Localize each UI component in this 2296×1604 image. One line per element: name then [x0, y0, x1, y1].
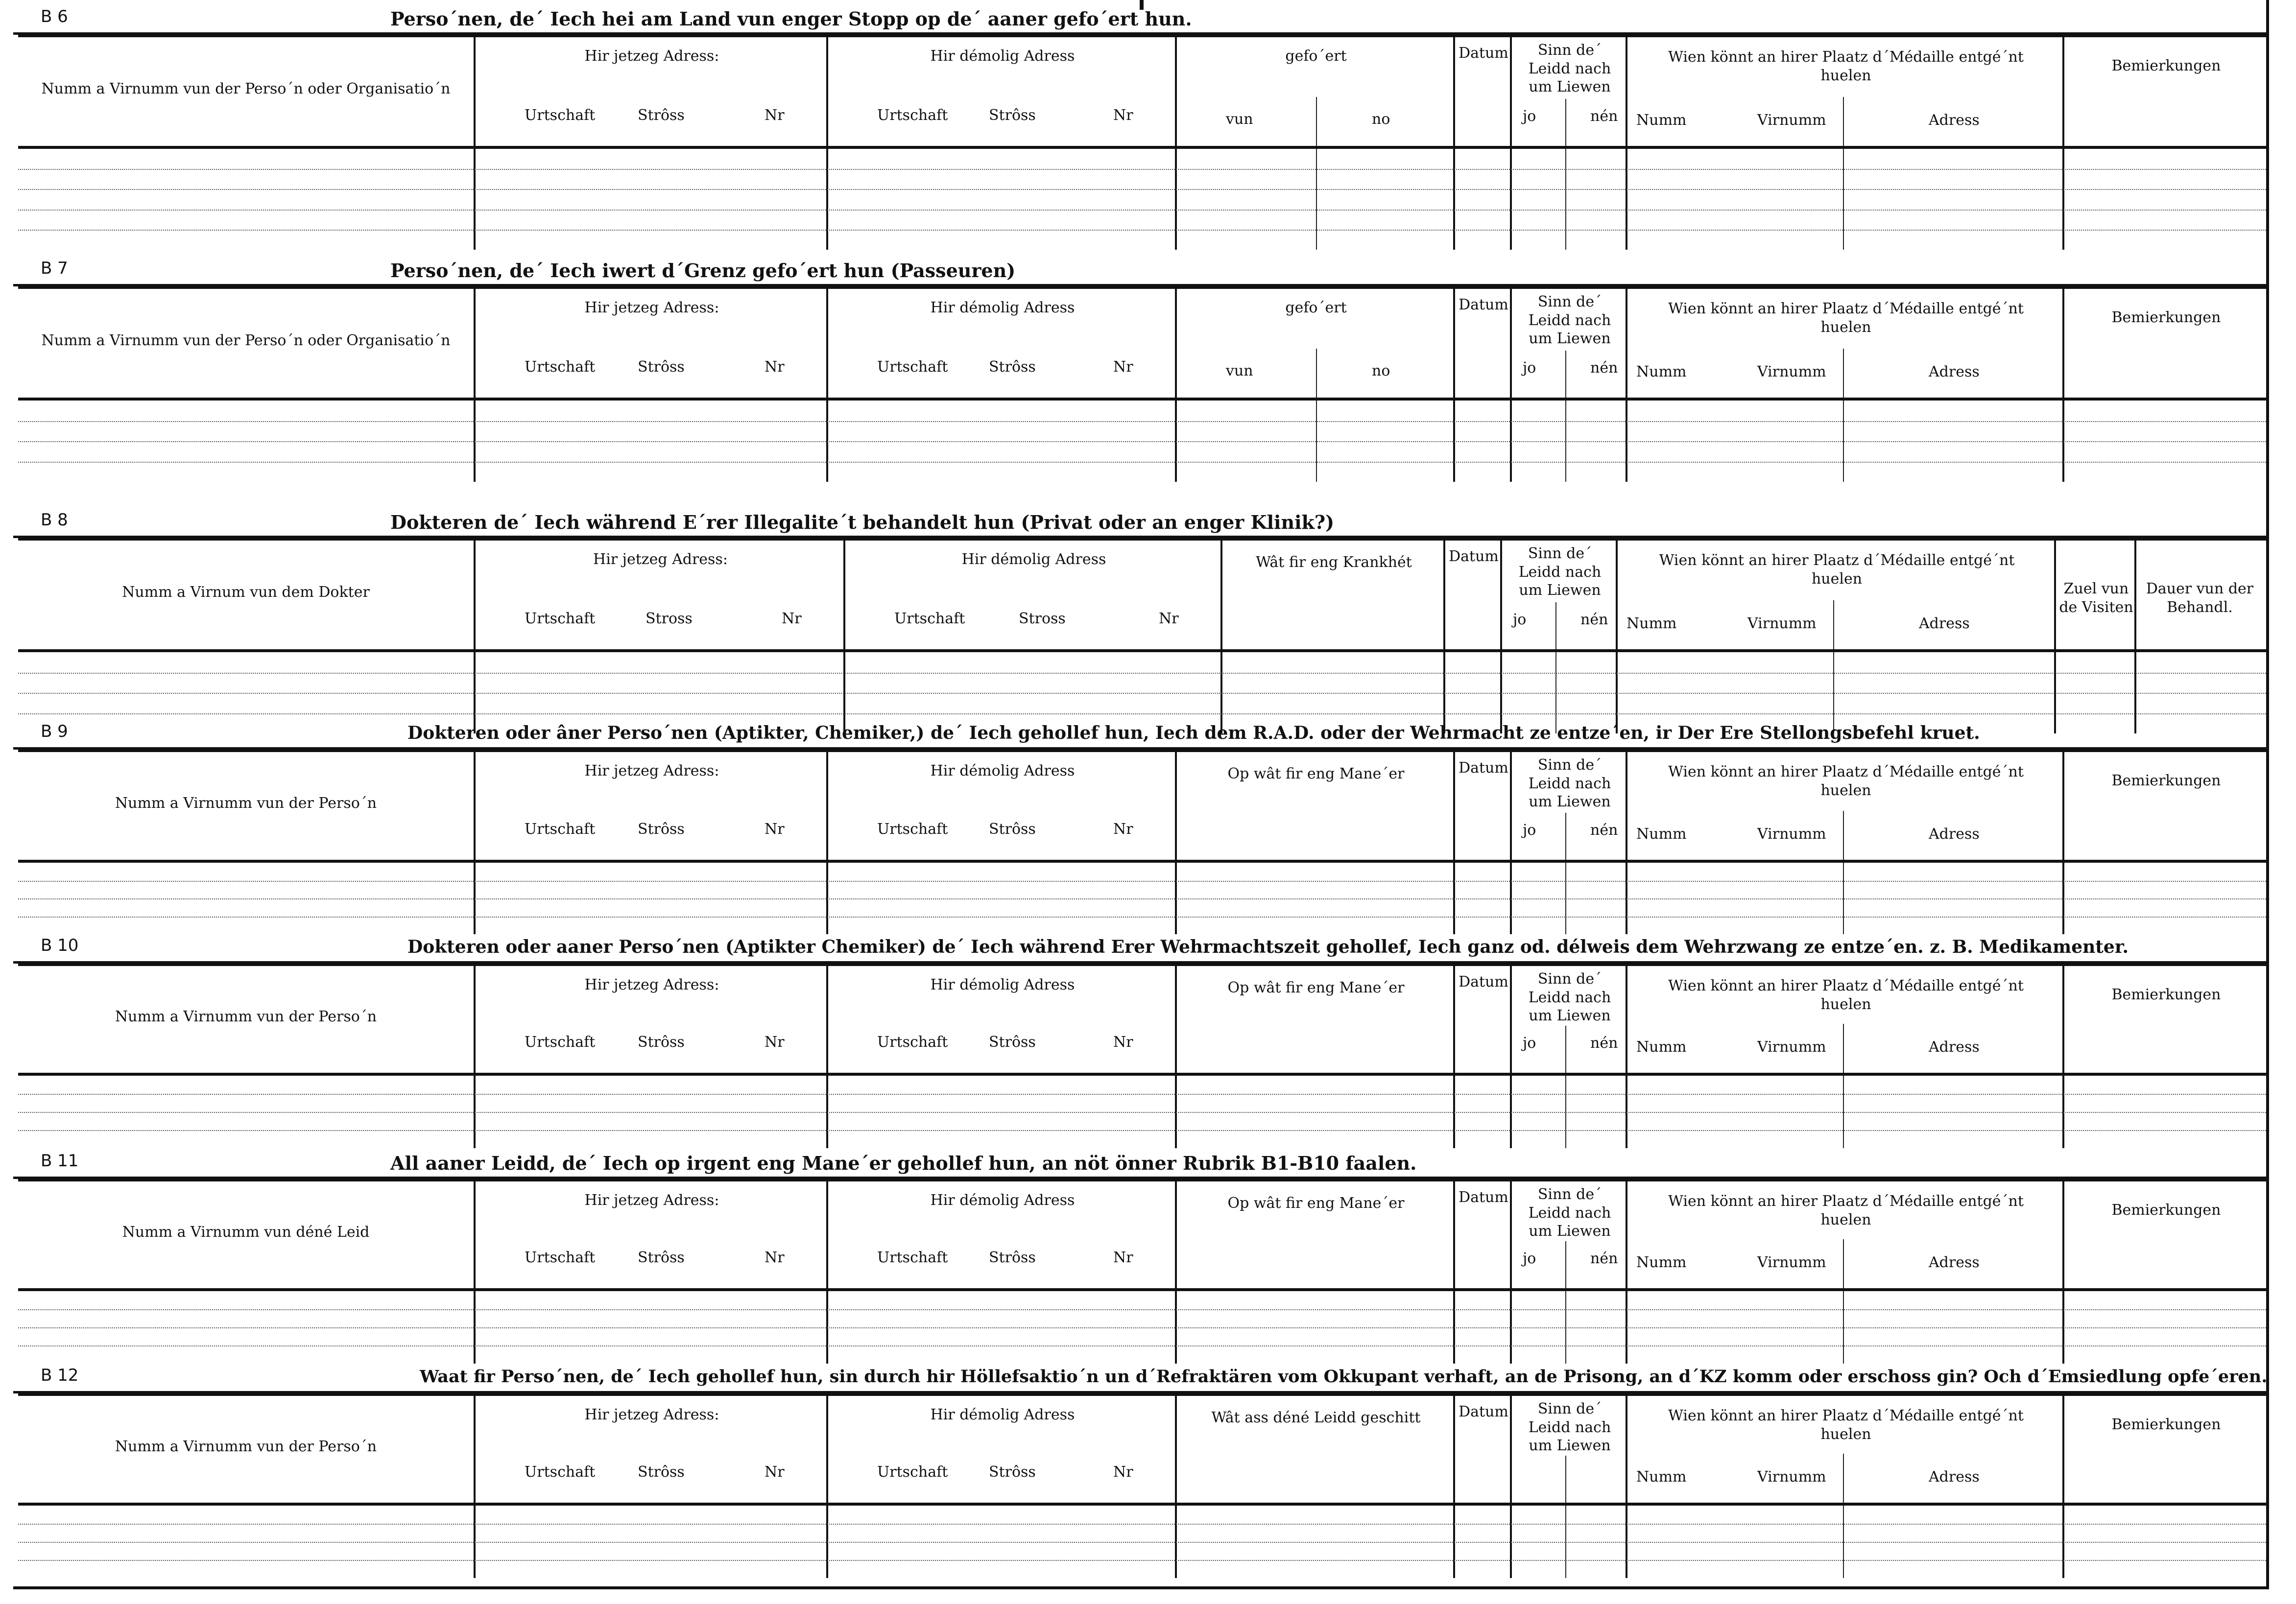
header-column	[1453, 1181, 1512, 1288]
header-column	[474, 289, 828, 398]
section-header	[13, 508, 2266, 538]
name-column-label: Numm a Virnumm vun déné Leid	[122, 1224, 370, 1241]
former-address-label: Hir démolig Adress	[930, 976, 1075, 993]
column-divider	[1565, 1456, 1566, 1503]
header-column	[1453, 752, 1512, 860]
entry-line	[18, 1130, 2266, 1131]
treatment-duration-label: Dauer vun der Behandl.	[2146, 580, 2254, 616]
number-label: Nr	[1113, 1463, 1133, 1481]
to-label: no	[1372, 111, 1390, 128]
yes-label: jo	[1523, 1035, 1536, 1052]
date-label: Datum	[1459, 45, 1508, 62]
no-label: nén	[1590, 108, 1618, 125]
remarks-label: Bemierkungen	[2111, 309, 2221, 326]
section-b7	[13, 257, 2266, 482]
header-column	[18, 37, 474, 146]
header-column	[474, 37, 828, 146]
former-address-label: Hir démolig Adress	[930, 299, 1075, 316]
address-label: Adress	[1929, 363, 1980, 380]
header-column	[826, 752, 1177, 860]
header-column	[474, 966, 828, 1073]
name-column-label: Numm a Virnum vun dem Dokter	[122, 584, 370, 601]
entry-line	[18, 713, 2266, 714]
section-table	[18, 1393, 2266, 1578]
table-header	[18, 1181, 2266, 1291]
number-label: Nr	[1113, 821, 1133, 838]
visits-label: Zuel vun de Visiten	[2059, 580, 2133, 616]
address-label: Adress	[1929, 1468, 1980, 1486]
table-body	[18, 1506, 2266, 1578]
street-label: Strôss	[638, 358, 685, 376]
header-column	[1510, 37, 1627, 146]
medal-recipient-label: Wien könnt an hirer Plaatz d´Médaille entgé´nt huelen	[1659, 552, 2015, 588]
remarks-label: Bemierkungen	[2111, 57, 2221, 74]
table-header	[18, 541, 2266, 652]
number-label: Nr	[1113, 107, 1133, 124]
from-label: vun	[1226, 362, 1253, 379]
entry-line	[18, 210, 2266, 211]
town-label: Urtschaft	[877, 1034, 948, 1051]
column-divider	[1565, 99, 1566, 146]
column-divider	[1843, 1024, 1844, 1073]
header-column	[474, 752, 828, 860]
street-label: Strôss	[638, 821, 685, 838]
no-label: nén	[1590, 359, 1618, 377]
surname-label: Numm	[1636, 1468, 1687, 1486]
column-divider	[1316, 349, 1317, 398]
section-b6	[13, 5, 2266, 250]
street-label: Strôss	[638, 107, 685, 124]
remarks-label: Bemierkungen	[2111, 986, 2221, 1003]
column-divider	[1565, 1241, 1566, 1288]
yes-label: jo	[1523, 1250, 1536, 1267]
former-address-label: Hir démolig Adress	[930, 1192, 1075, 1209]
body-column	[826, 149, 1177, 250]
section-table	[18, 538, 2266, 733]
table-header	[18, 966, 2266, 1076]
body-column	[1453, 149, 1512, 250]
street-label: Strôss	[989, 821, 1036, 838]
middle-column-label: Wât fir eng Krankhét	[1256, 554, 1412, 571]
current-address-label: Hir jetzeg Adress:	[584, 1406, 719, 1423]
town-label: Urtschaft	[525, 610, 596, 627]
alive-label: Sinn de´ Leidd nach um Liewen	[1528, 1186, 1611, 1240]
number-label: Nr	[765, 1034, 785, 1051]
section-title: Perso´nen, de´ Iech iwert d´Grenz gefo´ert hun (Passeuren)	[390, 259, 1016, 282]
entry-line	[18, 693, 2266, 694]
number-label: Nr	[765, 1249, 785, 1266]
surname-label: Numm	[1626, 615, 1677, 632]
entry-line	[18, 881, 2266, 882]
column-divider	[1843, 97, 1844, 146]
entry-line	[18, 230, 2266, 231]
medal-recipient-label: Wien könnt an hirer Plaatz d´Médaille entgé´nt huelen	[1668, 48, 2024, 84]
date-label: Datum	[1459, 1189, 1508, 1206]
town-label: Urtschaft	[877, 1463, 948, 1481]
number-label: Nr	[765, 358, 785, 376]
medal-recipient-label: Wien könnt an hirer Plaatz d´Médaille entgé´nt huelen	[1668, 300, 2024, 336]
header-column	[18, 1396, 474, 1503]
number-label: Nr	[1113, 358, 1133, 376]
header-column	[1453, 966, 1512, 1073]
section-table	[18, 1179, 2266, 1364]
remarks-label: Bemierkungen	[2111, 772, 2221, 789]
header-column	[1626, 966, 2064, 1073]
alive-label: Sinn de´ Leidd nach um Liewen	[1518, 545, 1602, 599]
header-column	[826, 37, 1177, 146]
street-label: Strôss	[989, 1463, 1036, 1481]
firstname-label: Virnumm	[1757, 1038, 1826, 1056]
street-label: Strôss	[989, 1249, 1036, 1266]
number-label: Nr	[1113, 1249, 1133, 1266]
alive-label: Sinn de´ Leidd nach um Liewen	[1528, 756, 1611, 810]
header-column	[1175, 1181, 1455, 1288]
body-column	[18, 149, 474, 250]
column-divider	[1565, 351, 1566, 398]
town-label: Urtschaft	[877, 1249, 948, 1266]
firstname-label: Virnumm	[1757, 363, 1826, 380]
middle-column-label: Op wât fir eng Mane´er	[1227, 1195, 1405, 1212]
entry-line	[18, 189, 2266, 190]
section-code: B 10	[41, 936, 79, 955]
section-b12	[13, 1364, 2266, 1578]
table-body	[18, 149, 2266, 250]
entry-line	[18, 898, 2266, 899]
town-label: Urtschaft	[525, 821, 596, 838]
header-column	[1175, 1396, 1455, 1503]
header-column	[1453, 1396, 1512, 1503]
entry-line	[18, 673, 2266, 674]
town-label: Urtschaft	[877, 107, 948, 124]
column-divider	[1565, 813, 1566, 860]
current-address-label: Hir jetzeg Adress:	[593, 551, 728, 568]
header-column	[1453, 289, 1512, 398]
section-b11	[13, 1149, 2266, 1364]
section-b10	[13, 934, 2266, 1148]
header-column	[1510, 966, 1627, 1073]
table-body	[18, 401, 2266, 482]
yes-label: jo	[1513, 611, 1527, 628]
street-label: Stross	[646, 610, 693, 627]
section-header	[13, 1364, 2266, 1393]
column-divider	[1833, 600, 1834, 649]
no-label: nén	[1580, 611, 1608, 628]
street-label: Strôss	[989, 107, 1036, 124]
surname-label: Numm	[1636, 363, 1687, 380]
section-table	[18, 964, 2266, 1148]
entry-line	[18, 1309, 2266, 1310]
section-header	[13, 934, 2266, 964]
name-column-label: Numm a Virnumm vun der Perso´n	[115, 795, 377, 812]
number-label: Nr	[765, 1463, 785, 1481]
no-label: nén	[1590, 1250, 1618, 1267]
header-column	[1626, 1181, 2064, 1288]
town-label: Urtschaft	[525, 1249, 596, 1266]
column-divider	[1316, 97, 1317, 146]
entry-line	[18, 1542, 2266, 1543]
header-column	[843, 541, 1222, 649]
address-label: Adress	[1929, 826, 1980, 843]
section-title: Perso´nen, de´ Iech hei am Land vun enger Stopp op de´ aaner gefo´ert hun.	[390, 8, 1192, 30]
header-column	[1616, 541, 2056, 649]
column-divider	[1843, 811, 1844, 860]
header-column	[474, 1181, 828, 1288]
section-title: Dokteren oder âner Perso´nen (Aptikter, Chemiker,) de´ Iech gehollef hun, Iech dem R.A.D. oder der Wehrmacht ze entze´en, ir Der Ere Stellongsbefehl kruet.	[407, 723, 1980, 743]
header-column	[1175, 289, 1455, 398]
header-column	[2062, 966, 2268, 1073]
table-body	[18, 1291, 2266, 1364]
header-column	[826, 1181, 1177, 1288]
name-column-label: Numm a Virnumm vun der Perso´n	[115, 1438, 377, 1455]
entry-line	[18, 441, 2266, 442]
section-code: B 6	[41, 7, 68, 26]
former-address-label: Hir démolig Adress	[930, 762, 1075, 779]
body-column	[1626, 149, 2064, 250]
firstname-label: Virnumm	[1757, 1254, 1826, 1271]
section-b9	[13, 720, 2266, 934]
date-label: Datum	[1449, 548, 1499, 565]
header-column	[18, 1181, 474, 1288]
alive-label: Sinn de´ Leidd nach um Liewen	[1528, 293, 1611, 347]
date-label: Datum	[1459, 296, 1508, 313]
alive-label: Sinn de´ Leidd nach um Liewen	[1528, 970, 1611, 1024]
surname-label: Numm	[1636, 112, 1687, 129]
number-label: Nr	[765, 107, 785, 124]
header-column	[1510, 1181, 1627, 1288]
header-column	[826, 1396, 1177, 1503]
section-code: B 12	[41, 1366, 79, 1385]
header-column	[2062, 752, 2268, 860]
column-divider	[1316, 149, 1317, 250]
column-divider	[1843, 349, 1844, 398]
table-header	[18, 37, 2266, 149]
header-column	[826, 966, 1177, 1073]
header-column	[1626, 752, 2064, 860]
middle-column-label: Op wât fir eng Mane´er	[1227, 765, 1405, 782]
header-column	[2062, 37, 2268, 146]
entry-line	[18, 1345, 2266, 1346]
header-column	[1443, 541, 1502, 649]
entry-line	[18, 1560, 2266, 1561]
former-address-label: Hir démolig Adress	[930, 47, 1075, 65]
middle-column-label: Op wât fir eng Mane´er	[1227, 979, 1405, 996]
table-header	[18, 1396, 2266, 1506]
surname-label: Numm	[1636, 1038, 1687, 1056]
section-title: Waat fir Perso´nen, de´ Iech gehollef hun, sin durch hir Höllefsaktio´n un d´Refraktären vom Okkupant verhaft, an de Prisong, an d´KZ komm oder erschoss gin? Och d´Emsiedlung opfe´eren.	[420, 1367, 2268, 1387]
street-label: Strôss	[638, 1249, 685, 1266]
header-column	[1175, 37, 1455, 146]
town-label: Urtschaft	[525, 107, 596, 124]
medal-recipient-label: Wien könnt an hirer Plaatz d´Médaille entgé´nt huelen	[1668, 1407, 2024, 1443]
section-b8	[13, 508, 2266, 733]
town-label: Urtschaft	[525, 358, 596, 376]
header-column	[1500, 541, 1618, 649]
column-divider	[1555, 602, 1556, 649]
surname-label: Numm	[1636, 1254, 1687, 1271]
former-address-label: Hir démolig Adress	[930, 1406, 1075, 1423]
section-header	[13, 720, 2266, 750]
table-body	[18, 863, 2266, 934]
section-table	[18, 750, 2266, 934]
section-title: All aaner Leidd, de´ Iech op irgent eng Mane´er gehollef hun, an nöt önner Rubrik B1-B10 faalen.	[390, 1152, 1417, 1174]
street-label: Strôss	[989, 1034, 1036, 1051]
header-column	[2054, 541, 2136, 649]
header-column	[18, 966, 474, 1073]
address-label: Adress	[1929, 112, 1980, 129]
street-label: Strôss	[638, 1034, 685, 1051]
header-column	[2062, 289, 2268, 398]
table-body	[18, 1076, 2266, 1148]
header-column	[18, 541, 474, 649]
section-header	[13, 257, 2266, 286]
section-code: B 11	[41, 1151, 79, 1171]
date-label: Datum	[1459, 1403, 1508, 1420]
entry-line	[18, 1094, 2266, 1095]
column-divider	[1843, 1454, 1844, 1503]
section-code: B 7	[41, 259, 68, 278]
header-column	[1175, 752, 1455, 860]
column-divider	[1565, 1026, 1566, 1073]
no-label: nén	[1590, 822, 1618, 839]
yes-label: jo	[1523, 822, 1536, 839]
body-column	[1175, 149, 1455, 250]
address-label: Adress	[1929, 1038, 1980, 1056]
middle-column-label: Wât ass déné Leidd geschitt	[1211, 1409, 1421, 1426]
current-address-label: Hir jetzeg Adress:	[584, 299, 719, 316]
header-column	[474, 541, 845, 649]
middle-column-label: gefo´ert	[1285, 47, 1347, 65]
entry-line	[18, 1327, 2266, 1328]
address-label: Adress	[1929, 1254, 1980, 1271]
number-label: Nr	[782, 610, 802, 627]
middle-column-label: gefo´ert	[1285, 299, 1347, 316]
alive-label: Sinn de´ Leidd nach um Liewen	[1528, 42, 1611, 95]
entry-line	[18, 421, 2266, 422]
header-column	[1220, 541, 1445, 649]
firstname-label: Virnumm	[1757, 826, 1826, 843]
remarks-label: Bemierkungen	[2111, 1416, 2221, 1433]
column-divider	[1565, 149, 1566, 250]
header-column	[1510, 752, 1627, 860]
medal-recipient-label: Wien könnt an hirer Plaatz d´Médaille entgé´nt huelen	[1668, 1193, 2024, 1228]
entry-line	[18, 917, 2266, 918]
header-column	[1626, 289, 2064, 398]
street-label: Strôss	[638, 1463, 685, 1481]
date-label: Datum	[1459, 759, 1508, 777]
name-column-label: Numm a Virnumm vun der Perso´n oder Organisatio´n	[41, 332, 451, 349]
header-column	[826, 289, 1177, 398]
column-divider	[1843, 149, 1844, 250]
street-label: Strôss	[989, 358, 1036, 376]
section-code: B 8	[41, 510, 68, 530]
current-address-label: Hir jetzeg Adress:	[584, 976, 719, 993]
number-label: Nr	[1159, 610, 1179, 627]
street-label: Stross	[1019, 610, 1066, 627]
header-column	[1626, 1396, 2064, 1503]
section-code: B 9	[41, 722, 68, 741]
section-header	[13, 5, 2266, 35]
firstname-label: Virnumm	[1757, 1468, 1826, 1486]
body-column	[2062, 149, 2268, 250]
entry-line	[18, 462, 2266, 463]
header-column	[2062, 1181, 2268, 1288]
address-label: Adress	[1919, 615, 1970, 632]
header-column	[1453, 37, 1512, 146]
date-label: Datum	[1459, 973, 1508, 991]
current-address-label: Hir jetzeg Adress:	[584, 762, 719, 779]
current-address-label: Hir jetzeg Adress:	[584, 1192, 719, 1209]
section-header	[13, 1149, 2266, 1179]
section-title: Dokteren de´ Iech während E´rer Illegalite´t behandelt hun (Privat oder an enger Klinik?)	[390, 511, 1335, 533]
town-label: Urtschaft	[877, 821, 948, 838]
section-table	[18, 35, 2266, 250]
registration-form	[13, 0, 2269, 1589]
firstname-label: Virnumm	[1757, 112, 1826, 129]
table-header	[18, 752, 2266, 863]
header-column	[2062, 1396, 2268, 1503]
town-label: Urtschaft	[877, 358, 948, 376]
name-column-label: Numm a Virnumm vun der Perso´n	[115, 1008, 377, 1025]
body-column	[474, 149, 828, 250]
name-column-label: Numm a Virnumm vun der Perso´n oder Organisatio´n	[41, 80, 451, 97]
to-label: no	[1372, 362, 1390, 379]
yes-label: jo	[1523, 108, 1536, 125]
entry-line	[18, 1112, 2266, 1113]
town-label: Urtschaft	[525, 1463, 596, 1481]
alive-label: Sinn de´ Leidd nach um Liewen	[1528, 1400, 1611, 1454]
header-column	[1175, 966, 1455, 1073]
header-column	[18, 289, 474, 398]
entry-line	[18, 1524, 2266, 1525]
header-column	[1510, 1396, 1627, 1503]
column-divider	[1843, 1239, 1844, 1288]
from-label: vun	[1226, 111, 1253, 128]
town-label: Urtschaft	[894, 610, 965, 627]
surname-label: Numm	[1636, 826, 1687, 843]
town-label: Urtschaft	[525, 1034, 596, 1051]
body-column	[1510, 149, 1627, 250]
medal-recipient-label: Wien könnt an hirer Plaatz d´Médaille entgé´nt huelen	[1668, 763, 2024, 799]
header-column	[18, 752, 474, 860]
number-label: Nr	[1113, 1034, 1133, 1051]
section-title: Dokteren oder aaner Perso´nen (Aptikter Chemiker) de´ Iech während Erer Wehrmachtszeit gehollef, Iech ganz od. délweis dem Wehrzwang ze entze´en. z. B. Medikamenter.	[407, 937, 2129, 957]
firstname-label: Virnumm	[1747, 615, 1817, 632]
header-column	[2134, 541, 2263, 649]
header-column	[1510, 289, 1627, 398]
number-label: Nr	[765, 821, 785, 838]
medal-recipient-label: Wien könnt an hirer Plaatz d´Médaille entgé´nt huelen	[1668, 977, 2024, 1013]
header-column	[1626, 37, 2064, 146]
table-header	[18, 289, 2266, 401]
current-address-label: Hir jetzeg Adress:	[584, 47, 719, 65]
no-label: nén	[1590, 1035, 1618, 1052]
entry-line	[18, 169, 2266, 170]
yes-label: jo	[1523, 359, 1536, 377]
former-address-label: Hir démolig Adress	[961, 551, 1106, 568]
remarks-label: Bemierkungen	[2111, 1202, 2221, 1219]
section-table	[18, 286, 2266, 482]
header-column	[474, 1396, 828, 1503]
